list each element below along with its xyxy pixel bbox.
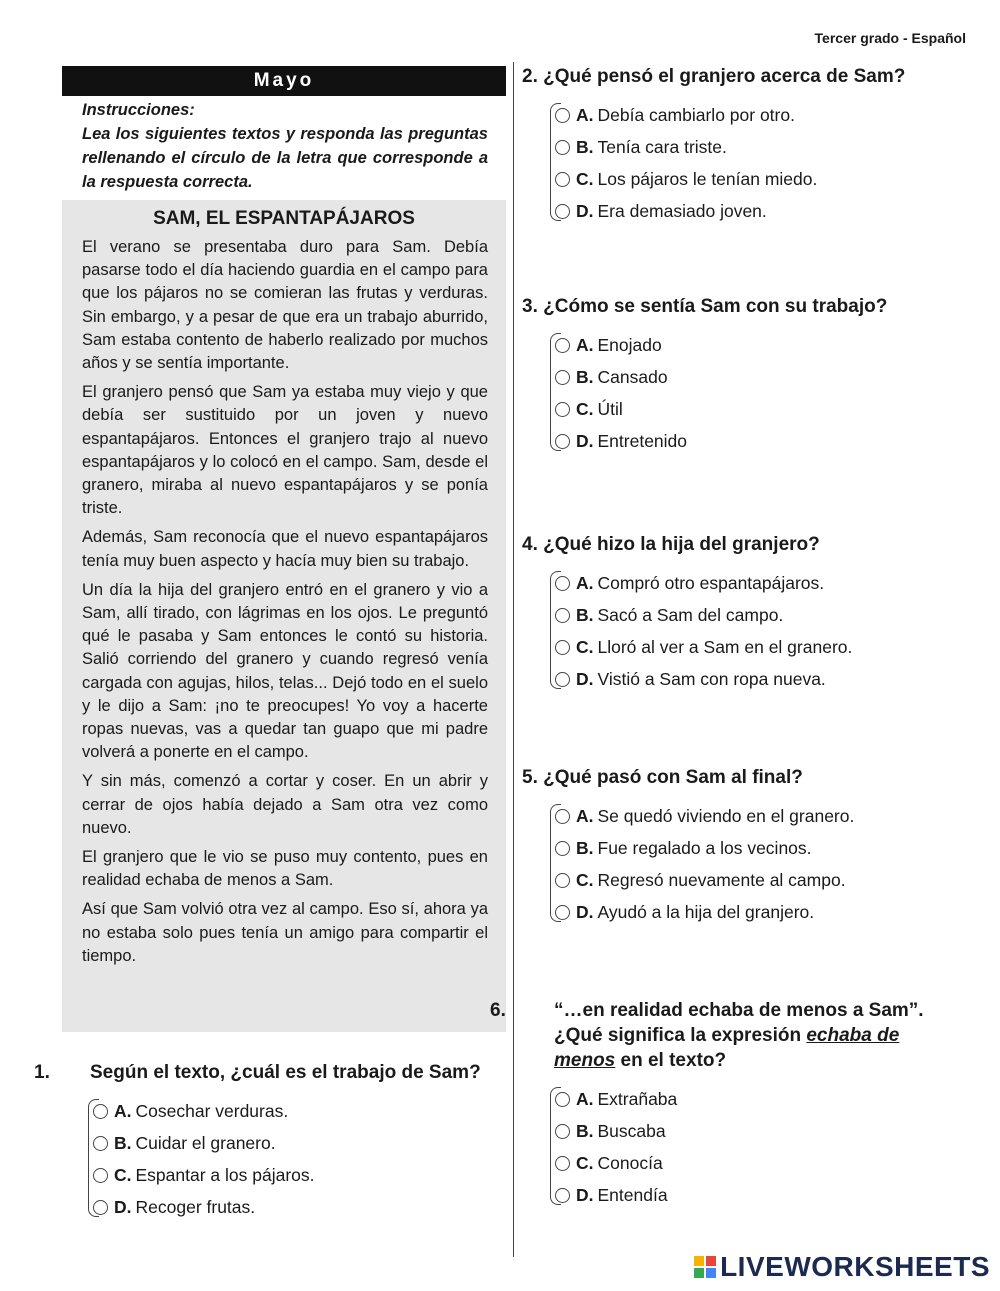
question-number: 6.	[490, 1000, 506, 1021]
option-letter: C.	[114, 1164, 132, 1185]
options-bracket	[550, 103, 561, 221]
column-divider	[513, 62, 514, 1257]
option-text: Cuidar el granero.	[135, 1132, 276, 1153]
option-text: Compró otro espantapájaros.	[597, 572, 825, 593]
option-letter: B.	[576, 1120, 594, 1141]
option-text: Recoger frutas.	[135, 1196, 256, 1217]
question-prompt: ¿Qué significa la expresión	[554, 1025, 802, 1046]
answer-option-b[interactable]	[550, 832, 972, 864]
highlighted-expression: echaba de menos	[554, 1025, 900, 1071]
option-text: Se quedó viviendo en el granero.	[597, 805, 855, 826]
answer-option-b[interactable]	[550, 1115, 952, 1147]
option-letter: A.	[576, 1088, 594, 1109]
story-paragraph: El granjero pensó que Sam ya estaba muy viejo y que debía ser sustituido por un joven y nuevo espantapájaros. Entonces el granjero trajo al nuevo espantapájaros y lo colocó en el campo. Sam, desde el granero, miraba al nuevo espantapájaros y se ponía triste.	[82, 383, 488, 518]
option-letter: A.	[576, 572, 594, 593]
question-number: 1.	[34, 1062, 50, 1083]
answer-option-c[interactable]	[550, 393, 972, 425]
option-text: Cosechar verduras.	[135, 1100, 289, 1121]
option-letter: A.	[576, 104, 594, 125]
option-text: Fue regalado a los vecinos.	[597, 837, 812, 858]
logo-block	[694, 1268, 704, 1278]
question-text	[490, 998, 952, 1073]
option-text: Conocía	[597, 1152, 663, 1173]
instructions	[82, 98, 488, 194]
logo-icon	[694, 1256, 716, 1278]
question-text	[34, 1060, 482, 1085]
option-text: Ayudó a la hija del granjero.	[597, 901, 815, 922]
logo-block	[694, 1256, 704, 1266]
option-letter: A.	[114, 1100, 132, 1121]
question-prompt: ¿Cómo se sentía Sam con su trabajo?	[543, 296, 888, 317]
options-bracket	[550, 804, 561, 922]
logo-text: LIVEWORKSHEETS	[720, 1251, 990, 1282]
answer-option-b[interactable]	[88, 1127, 482, 1159]
option-text: Buscaba	[597, 1120, 666, 1141]
answer-option-a[interactable]	[88, 1095, 482, 1127]
logo-block	[706, 1256, 716, 1266]
option-text: Debía cambiarlo por otro.	[597, 104, 795, 125]
question-number: 3.	[522, 296, 538, 317]
option-letter: D.	[576, 901, 594, 922]
question-text	[522, 532, 972, 557]
option-letter: C.	[576, 869, 594, 890]
instructions-text: Lea los siguientes textos y responda las preguntas rellenando el círculo de la letra que corresponde a la respuesta correcta.	[82, 125, 488, 191]
answer-options	[550, 99, 972, 227]
option-text: Entendía	[597, 1184, 668, 1205]
story-body	[82, 236, 488, 974]
answer-option-d[interactable]	[550, 896, 972, 928]
grade-label: Tercer grado - Español	[814, 30, 966, 46]
option-letter: B.	[576, 604, 594, 625]
story-paragraph: El verano se presentaba duro para Sam. Debía pasarse todo el día haciendo guardia en el campo para que los pájaros no se comieran las frutas y verduras. Sin embargo, y a pesar de que era un trabajo aburrido, Sam estaba contento de haberlo realizado por muchos años y se sentía importante.	[82, 238, 488, 373]
story-title: SAM, EL ESPANTAPÁJAROS	[153, 208, 415, 229]
option-letter: B.	[576, 136, 594, 157]
option-text: Era demasiado joven.	[597, 200, 767, 221]
story-paragraph: Un día la hija del granjero entró en el granero y vio a Sam, allí tirado, con lágrimas en los ojos. Le preguntó qué le pasaba y Sam entonces le contó su historia. Salió corriendo del granero y cuando regresó venía cargada con agujas, hilos, telas... Dejó todo en el suelo y le dijo a Sam: ¡no te preocupes! Yo voy a hacerte ropas nuevas, vas a quedar tan guapo que mi padre volverá a ponerte en el campo.	[82, 580, 488, 762]
option-text: Extrañaba	[597, 1088, 678, 1109]
question-prompt: Según el texto, ¿cuál es el trabajo de Sam?	[90, 1062, 481, 1083]
answer-option-c[interactable]	[88, 1159, 482, 1191]
answer-option-d[interactable]	[550, 425, 972, 457]
option-text: Sacó a Sam del campo.	[597, 604, 784, 625]
option-text: Tenía cara triste.	[597, 136, 727, 157]
answer-option-a[interactable]	[550, 1083, 952, 1115]
question-text	[522, 64, 972, 89]
option-letter: A.	[576, 334, 594, 355]
answer-options	[550, 329, 972, 457]
answer-option-c[interactable]	[550, 631, 972, 663]
options-bracket	[550, 571, 561, 689]
answer-options	[550, 800, 972, 928]
answer-option-d[interactable]	[550, 1179, 952, 1211]
answer-option-a[interactable]	[550, 329, 972, 361]
option-letter: D.	[576, 668, 594, 689]
answer-option-c[interactable]	[550, 864, 972, 896]
question-prompt: ¿Qué pensó el granjero acerca de Sam?	[543, 66, 906, 87]
option-text: Entretenido	[597, 430, 688, 451]
question-6	[490, 998, 952, 1211]
question-prompt: ¿Qué pasó con Sam al final?	[543, 767, 803, 788]
option-letter: D.	[576, 1184, 594, 1205]
option-letter: B.	[576, 837, 594, 858]
option-text: Regresó nuevamente al campo.	[597, 869, 846, 890]
answer-option-a[interactable]	[550, 800, 972, 832]
option-text: Los pájaros le tenían miedo.	[597, 168, 818, 189]
question-3	[522, 294, 972, 457]
options-bracket	[88, 1099, 99, 1217]
question-2	[522, 64, 972, 227]
question-prompt: ¿Qué hizo la hija del granjero?	[543, 534, 820, 555]
question-number: 4.	[522, 534, 538, 555]
option-letter: B.	[114, 1132, 132, 1153]
question-quote: “…en realidad echaba de menos a Sam”.	[554, 1000, 924, 1021]
question-text	[522, 294, 972, 319]
question-1	[34, 1060, 482, 1223]
story-paragraph: Además, Sam reconocía que el nuevo espantapájaros tenía muy buen aspecto y hacía muy bien su trabajo.	[82, 528, 488, 570]
logo-block	[706, 1268, 716, 1278]
question-5	[522, 765, 972, 928]
answer-option-a[interactable]	[550, 99, 972, 131]
answer-option-b[interactable]	[550, 131, 972, 163]
option-letter: D.	[576, 430, 594, 451]
answer-option-d[interactable]	[550, 195, 972, 227]
option-text: Útil	[597, 398, 623, 419]
option-text: Enojado	[597, 334, 662, 355]
option-letter: C.	[576, 636, 594, 657]
instructions-label: Instrucciones:	[82, 101, 195, 119]
question-4	[522, 532, 972, 695]
answer-option-c[interactable]	[550, 1147, 952, 1179]
question-number: 5.	[522, 767, 538, 788]
option-letter: D.	[576, 200, 594, 221]
answer-options	[88, 1095, 482, 1223]
story-paragraph: El granjero que le vio se puso muy contento, pues en realidad echaba de menos a Sam.	[82, 848, 488, 890]
options-bracket	[550, 333, 561, 451]
option-text: Espantar a los pájaros.	[135, 1164, 315, 1185]
answer-option-b[interactable]	[550, 599, 972, 631]
option-letter: A.	[576, 805, 594, 826]
option-text: Lloró al ver a Sam en el granero.	[597, 636, 853, 657]
answer-option-a[interactable]	[550, 567, 972, 599]
option-text: Cansado	[597, 366, 668, 387]
options-bracket	[550, 1087, 561, 1205]
question-text	[522, 765, 972, 790]
option-letter: C.	[576, 168, 594, 189]
story-paragraph: Y sin más, comenzó a cortar y coser. En un abrir y cerrar de ojos había dejado a Sam otra vez como nuevo.	[82, 772, 488, 837]
story-paragraph: Así que Sam volvió otra vez al campo. Eso sí, ahora ya no estaba solo pues tenía un amigo para compartir el tiempo.	[82, 900, 488, 965]
question-prompt-end: en el texto?	[620, 1050, 727, 1071]
option-text: Vistió a Sam con ropa nueva.	[597, 668, 826, 689]
answer-option-c[interactable]	[550, 163, 972, 195]
answer-option-d[interactable]	[550, 663, 972, 695]
answer-option-d[interactable]	[88, 1191, 482, 1223]
option-letter: B.	[576, 366, 594, 387]
option-letter: C.	[576, 1152, 594, 1173]
answer-options	[550, 567, 972, 695]
option-letter: C.	[576, 398, 594, 419]
answer-option-b[interactable]	[550, 361, 972, 393]
liveworksheets-logo	[694, 1251, 990, 1283]
reading-passage	[62, 200, 506, 1032]
question-number: 2.	[522, 66, 538, 87]
month-banner: Mayo	[62, 66, 506, 96]
answer-options	[550, 1083, 952, 1211]
option-letter: D.	[114, 1196, 132, 1217]
